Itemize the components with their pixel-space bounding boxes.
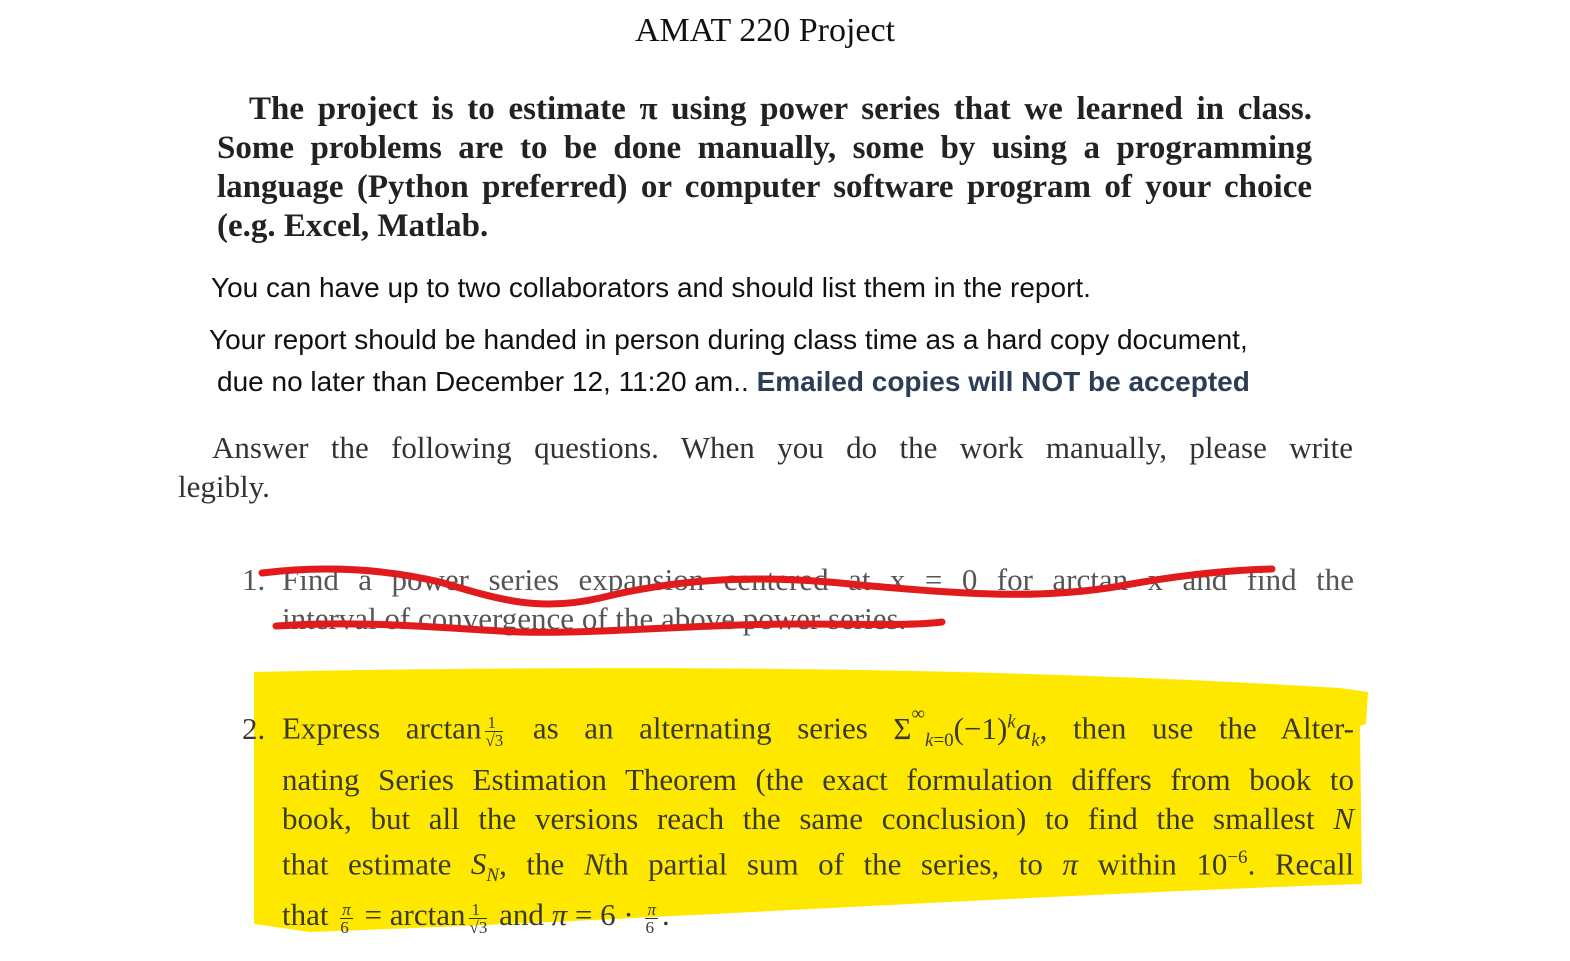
question-2-line-1: 2. Express arctan $\frac{1}{√3}$ as an alternating series $\Sigma^{^\infty}_{k=0}(-1)^ka_k$, then use the Alter- — [242, 704, 1354, 751]
question-2-number: 2. — [242, 710, 266, 746]
emailed-copies-warning: Emailed copies will NOT be accepted — [756, 366, 1250, 397]
due-date-text: due no later than December 12, 11:20 am.. — [217, 366, 749, 397]
question-1-line-1 — [242, 560, 1354, 599]
question-2-line-3: book, but all the versions reach the same conclusion) to find the smallest N — [282, 800, 1354, 836]
question-1-number: 1. — [242, 562, 266, 597]
answer-instructions — [178, 428, 1353, 506]
question-2-line-2: nating Series Estimation Theorem (the exact formulation differs from book to — [282, 761, 1354, 797]
question-1-line-2: interval of convergence of the above power series. — [282, 601, 907, 636]
answer-line-2: legibly. — [178, 469, 270, 504]
report-line-1: Your report should be handed in person during class time as a hard copy document, — [209, 324, 1248, 355]
question-2-line-5: that $\frac{\pi}{6}$ = arctan $\frac{1}{√3}$ and π = 6 · $\frac{\pi}{6}$ . — [282, 897, 670, 937]
question-2 — [242, 695, 1354, 936]
sigma-sum: $\Sigma^{^\infty}_{k=0}(-1)^ka_k$, — [893, 704, 1048, 751]
answer-line-1: Answer the following questions. When you do the work manually, please write — [212, 430, 1353, 465]
question-1 — [242, 560, 1354, 638]
question-1-text-1: Find a power series expansion centered at x = 0 for arctan x and find the — [282, 562, 1354, 597]
intro-paragraph: The project is to estimate π using power series that we learned in class. Some problems are to be done manually, some by using a programming language (Python preferred) or computer software program of your choice (e.g. Excel, Matlab. — [217, 91, 1312, 244]
question-2-line-4: that estimate $S_N$, the Nth partial sum of the series, to π within $10^{-6}$. Recall — [282, 846, 1355, 887]
page-title: AMAT 220 Project — [634, 12, 896, 49]
report-line-2 — [217, 366, 1250, 398]
fraction-one-over-sqrt3: $\frac{1}{√3}$ — [485, 713, 504, 751]
collaborators-note: You can have up to two collaborators and should list them in the report. — [211, 272, 1091, 303]
